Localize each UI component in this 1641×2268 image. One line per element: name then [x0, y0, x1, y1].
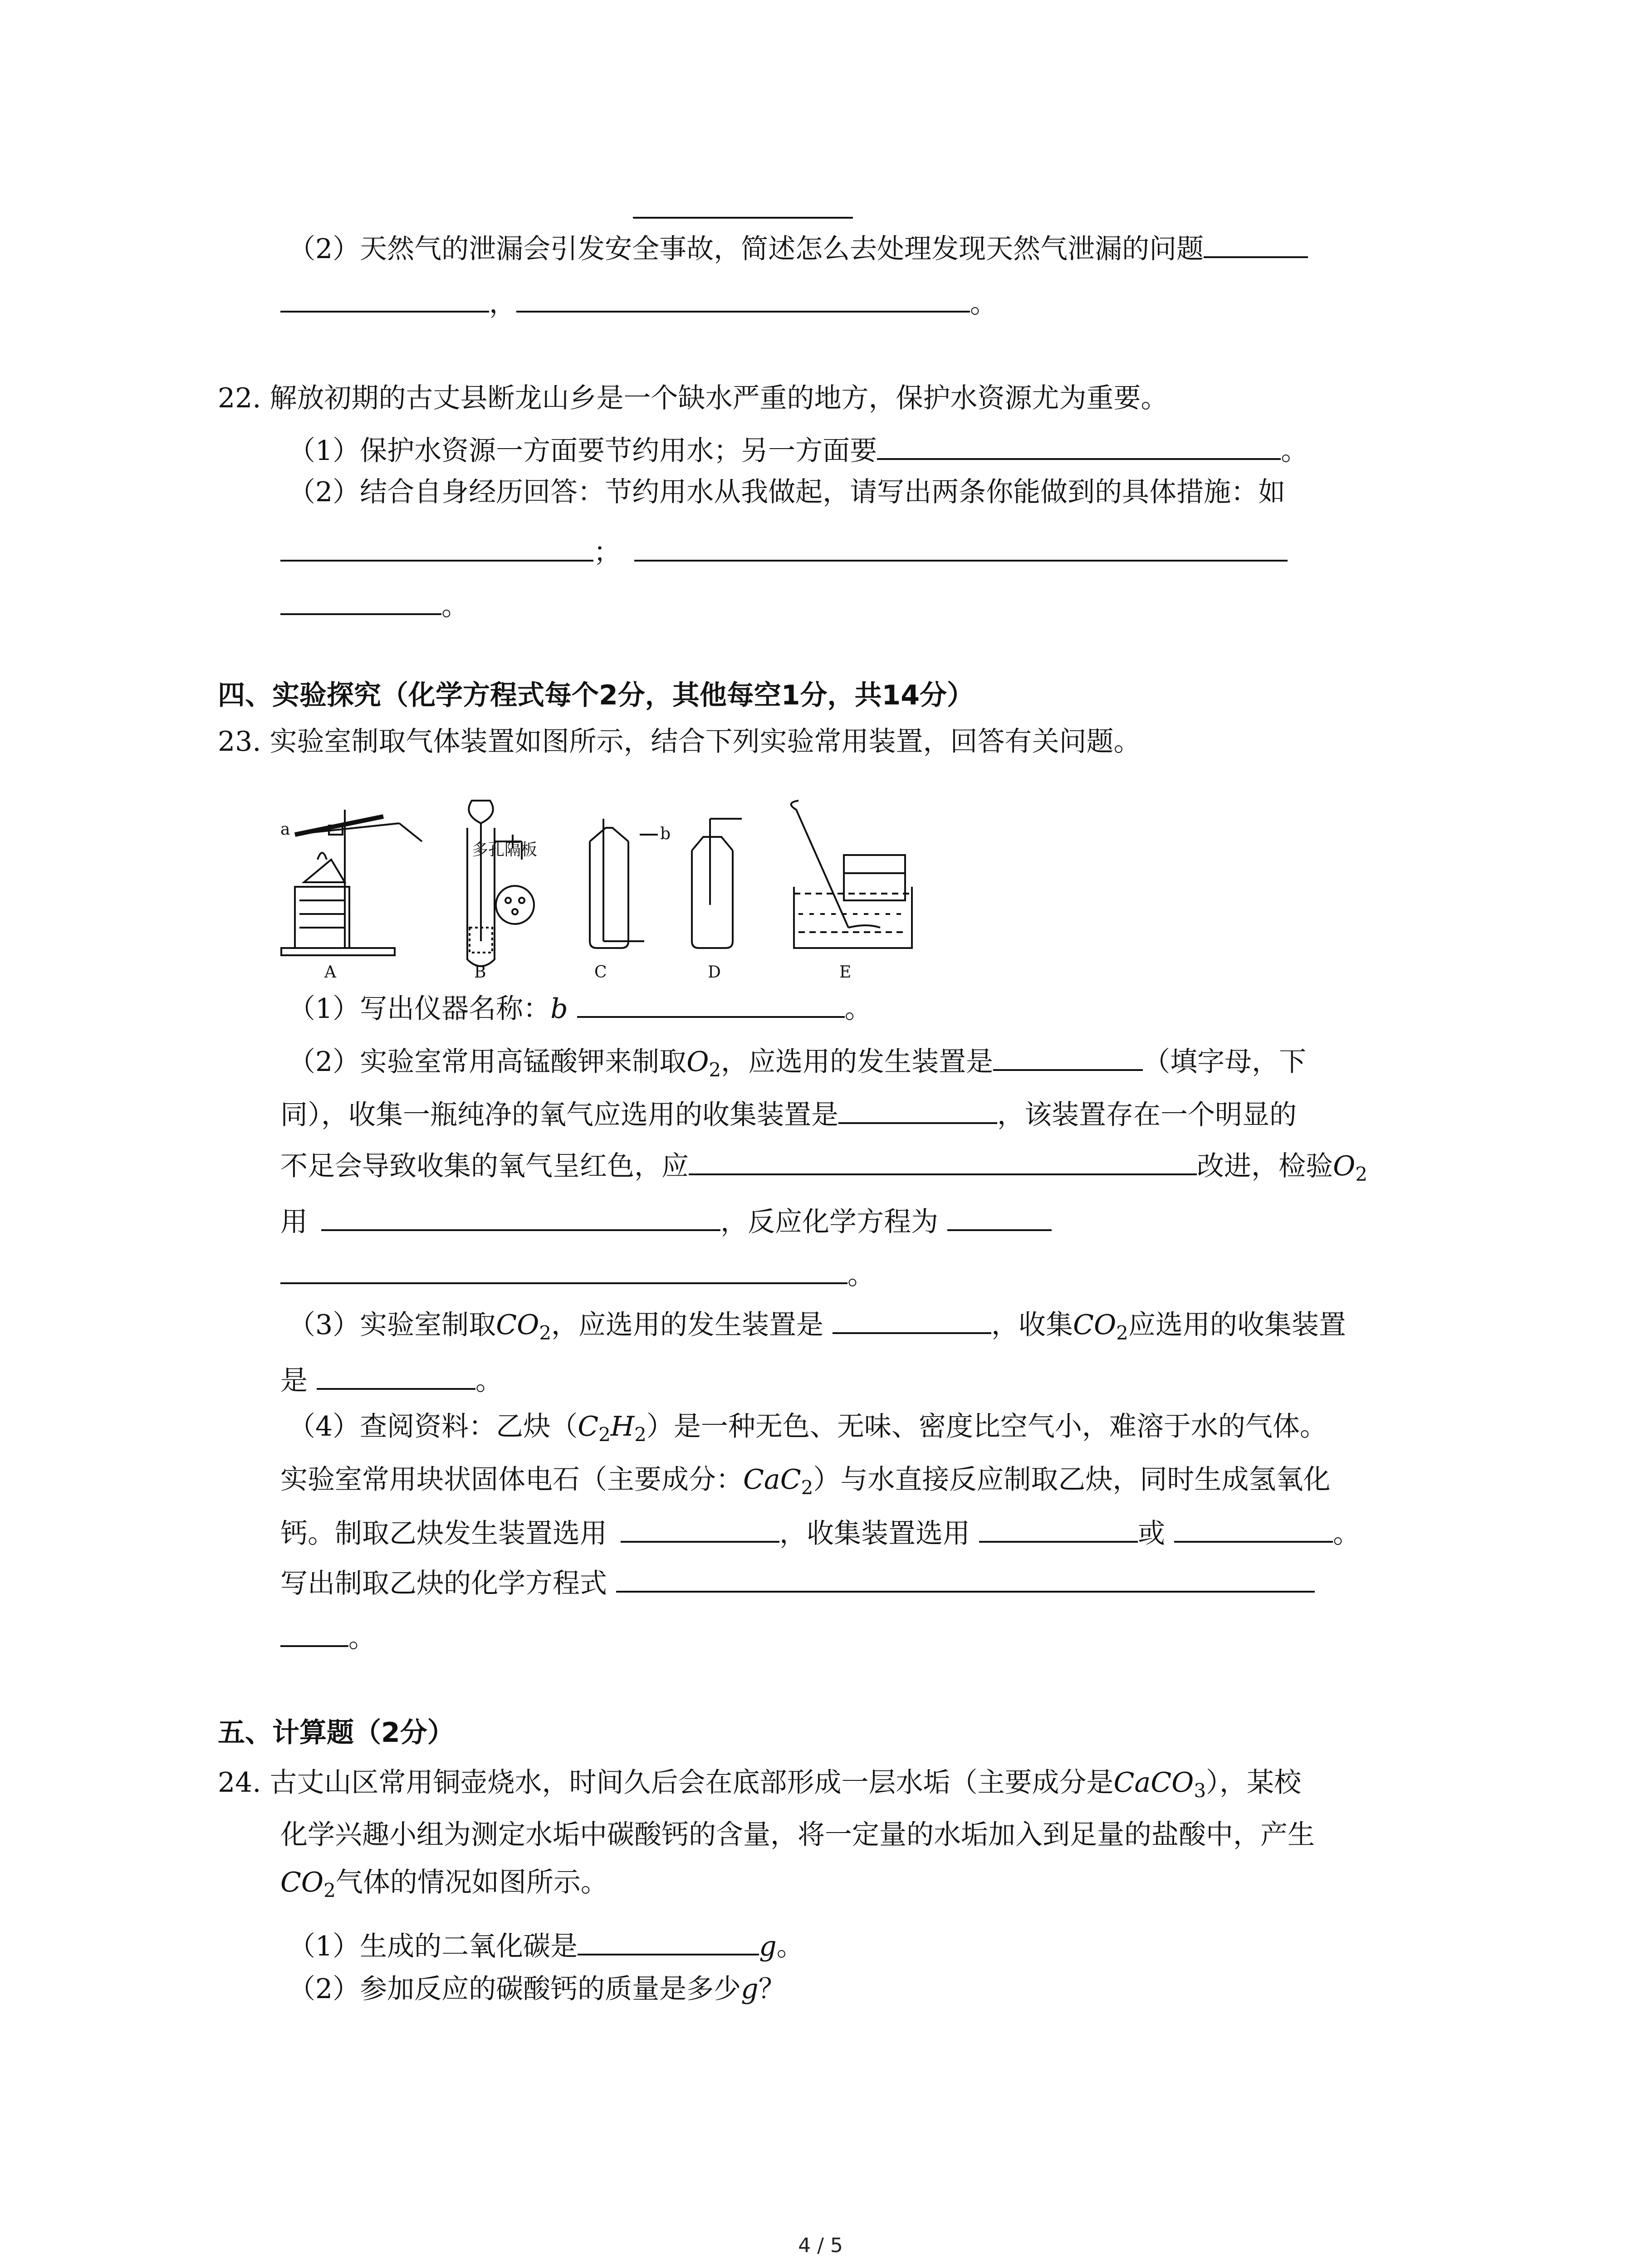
- q24-line3: $CO_2$气体的情况如图所示。: [280, 1867, 608, 1901]
- apparatus-b-icon: [467, 801, 534, 966]
- q22-part2: （2）结合自身经历回答：节约用水从我做起，请写出两条你能做到的具体措施：如: [288, 476, 1286, 508]
- q23-part2-line5: 。: [280, 1254, 875, 1293]
- apparatus-a-icon: [281, 810, 422, 955]
- q23-part4-line3: 钙。制取乙炔发生装置选用 ，收集装置选用 或 。: [280, 1513, 1360, 1552]
- q22-part2-cont: ；: [280, 532, 1288, 571]
- answer-blank[interactable]: [833, 1304, 991, 1334]
- q23-part4-line1: （4）查阅资料：乙炔$(C_2H_2)$是一种无色、无味、密度比空气小，难溶于水的气体。: [288, 1411, 1327, 1446]
- answer-blank[interactable]: [280, 1617, 348, 1647]
- q24-part2: （2）参加反应的碳酸钙的质量是多少g？: [288, 1973, 786, 2005]
- answer-blank[interactable]: [280, 532, 593, 562]
- q23-part2-line3: 不足会导致收集的氧气呈红色，应 改进，检验$O_2$: [280, 1145, 1367, 1184]
- apparatus-figure: [277, 792, 921, 987]
- q22-part1: （1）保护水资源一方面要节约用水；另一方面要 。: [288, 430, 1308, 469]
- answer-blank[interactable]: [578, 1926, 759, 1955]
- answer-blank[interactable]: [321, 1201, 720, 1231]
- q22-part2-end: 。: [280, 585, 469, 624]
- apparatus-d-icon: [692, 819, 742, 948]
- q24-line2: 化学兴趣小组为测定水垢中碳酸钙的含量，将一定量的水垢加入到足量的盐酸中，产生: [280, 1819, 1315, 1851]
- q24-part1: （1）生成的二氧化碳是 g。: [288, 1926, 804, 1965]
- q21-part2-cont: ， 。: [280, 283, 997, 322]
- q23-part4-line4: 写出制取乙炔的化学方程式: [280, 1563, 1315, 1602]
- caption-a: A: [324, 963, 336, 982]
- answer-blank[interactable]: [616, 1563, 1315, 1593]
- partition-label: 多孔隔板: [472, 841, 538, 859]
- apparatus-c-icon: [590, 819, 658, 948]
- answer-blank[interactable]: [993, 1041, 1143, 1071]
- apparatus-e-icon: [791, 801, 912, 948]
- q23-part3-line1: （3）实验室制取$CO_2$，应选用的发生装置是 ，收集$CO_2$应选用的收集装置: [288, 1304, 1346, 1343]
- answer-blank[interactable]: [280, 283, 489, 313]
- answer-blank[interactable]: [280, 1254, 847, 1284]
- q23-title: 23. 实验室制取气体装置如图所示，结合下列实验常用装置，回答有关问题。: [218, 726, 1141, 758]
- q23-part1: （1）写出仪器名称：b 。: [288, 988, 872, 1027]
- answer-blank[interactable]: [1174, 1513, 1333, 1543]
- answer-blank[interactable]: [1204, 228, 1308, 258]
- answer-blank[interactable]: [877, 430, 1281, 460]
- caption-d: D: [708, 963, 721, 982]
- answer-blank[interactable]: [838, 1094, 997, 1124]
- answer-blank[interactable]: [634, 532, 1288, 562]
- answer-blank[interactable]: [979, 1513, 1138, 1543]
- q23-part4-line5: 。: [280, 1617, 376, 1656]
- section-heading-4: 四、实验探究（化学方程式每个2分，其他每空1分，共14分）: [218, 679, 974, 711]
- answer-blank[interactable]: [621, 1513, 779, 1543]
- answer-blank[interactable]: [633, 217, 853, 219]
- caption-b: B: [474, 963, 486, 982]
- label-b: b: [660, 825, 671, 843]
- q23-part3-line2: 是 。: [280, 1360, 503, 1399]
- label-a: a: [280, 820, 290, 839]
- caption-e: E: [839, 963, 852, 982]
- q23-part2-line1: （2）实验室常用高锰酸钾来制取$O_2$，应选用的发生装置是 （填字母，下: [288, 1041, 1306, 1080]
- q21-part2: （2）天然气的泄漏会引发安全事故，简述怎么去处理发现天然气泄漏的问题: [288, 228, 1308, 267]
- q22-title: 22. 解放初期的古丈县断龙山乡是一个缺水严重的地方，保护水资源尤为重要。: [218, 382, 1168, 414]
- q23-part2-line2: 同），收集一瓶纯净的氧气应选用的收集装置是 ，该装置存在一个明显的: [280, 1094, 1297, 1133]
- section-heading-5: 五、计算题（2分）: [218, 1717, 455, 1749]
- answer-blank[interactable]: [947, 1201, 1052, 1231]
- answer-blank[interactable]: [689, 1145, 1197, 1175]
- answer-blank[interactable]: [317, 1360, 475, 1390]
- q23-part2-line4: 用 ，反应化学方程为: [280, 1201, 1052, 1240]
- caption-c: C: [594, 963, 607, 982]
- answer-blank[interactable]: [516, 283, 970, 313]
- page-number: 4 / 5: [798, 2234, 843, 2257]
- answer-blank[interactable]: [280, 585, 441, 615]
- answer-blank[interactable]: [577, 988, 845, 1018]
- q24-line1: 24. 古丈山区常用铜壶烧水，时间久后会在底部形成一层水垢（主要成分是CaCO$_3$），某校: [218, 1767, 1302, 1802]
- q23-part4-line2: 实验室常用块状固体电石（主要成分：CaC$_2$）与水直接反应制取乙炔，同时生成氢氧化: [280, 1464, 1331, 1499]
